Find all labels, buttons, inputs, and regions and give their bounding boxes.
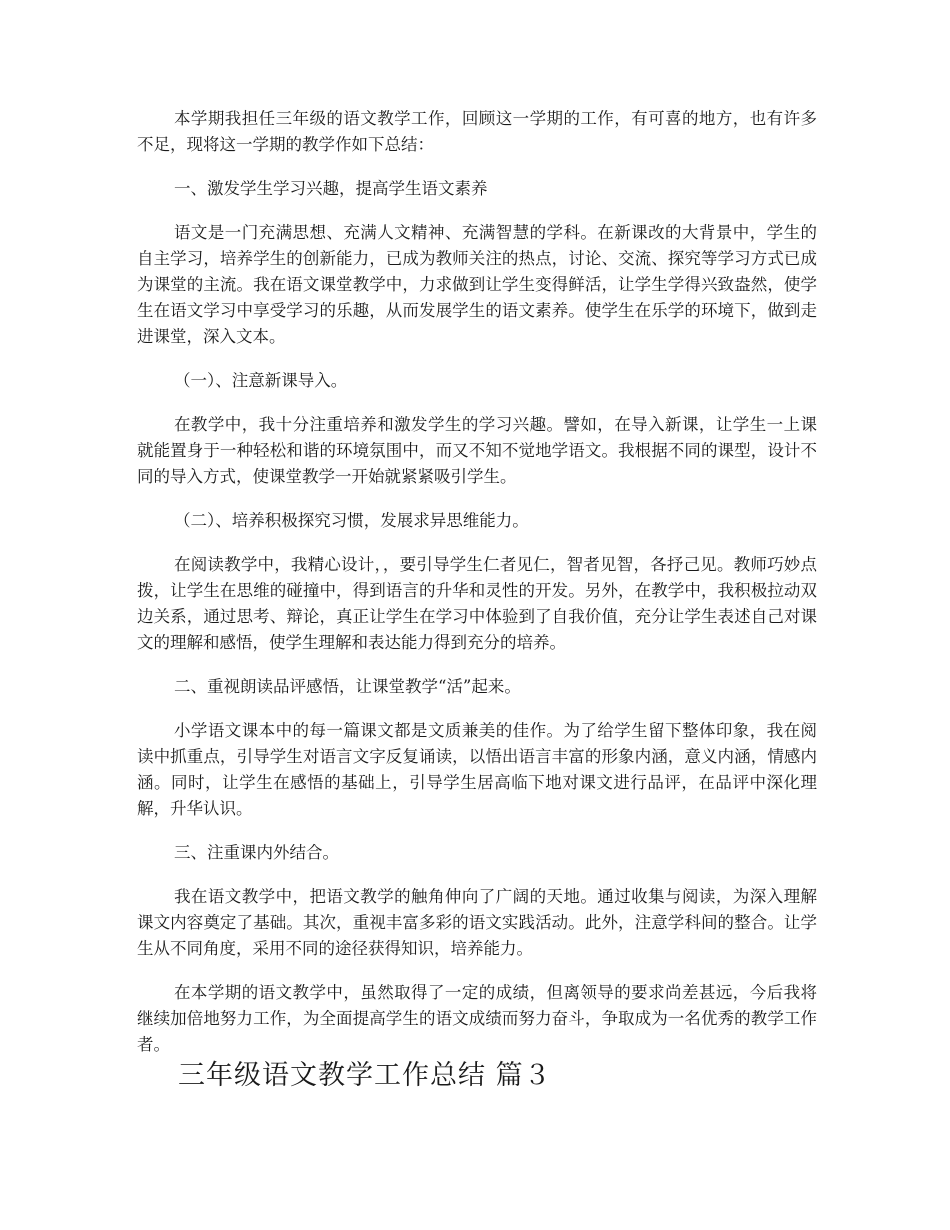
closing-paragraph: 在本学期的语文教学中，虽然取得了一定的成绩，但离领导的要求尚差甚远，今后我将继续加倍地努力工作，为全面提高学生的语文成绩而努力奋斗，争取成为一名优秀的教学工作者。 [137,983,817,1054]
section-3-paragraph: 我在语文教学中，把语文教学的触角伸向了广阔的天地。通过收集与阅读，为深入理解课文内容奠定了基础。其次，重视丰富多彩的语文实践活动。此外，注意学科间的整合。让学生从不同角度，采用不同的途径获得知识，培养能力。 [137,887,817,958]
section-1-paragraph: 语文是一门充满思想、充满人文精神、充满智慧的学科。在新课改的大背景中，学生的自主学习，培养学生的创新能力，已成为教师关注的热点，讨论、交流、探究等学习方式已成为课堂的主流。我在语文课堂教学中，力求做到让学生变得鲜活，让学生学得兴致盎然，使学生在语文学习中享受学习的乐趣，从而发展学生的语文素养。使学生在乐学的环境下，做到走进课堂，深入文本。 [137,223,817,346]
section-heading-1: 一、激发学生学习兴趣，提高学生语文素养 [174,179,488,198]
next-article-title: 三年级语文教学工作总结 篇３ [178,1060,552,1091]
subsection-heading-2: （二）、培养积极探究习惯，发展求异思维能力。 [174,511,529,530]
section-heading-2: 二、重视朗读品评感悟，让课堂教学“活”起来。 [174,677,521,696]
subsection-1-paragraph: 在教学中，我十分注重培养和激发学生的学习兴趣。譬如，在导入新课，让学生一上课就能置身于一种轻松和谐的环境氛围中，而又不知不觉地学语文。我根据不同的课型，设计不同的导入方式，使课堂教学一开始就紧紧吸引学生。 [137,415,817,486]
intro-paragraph: 本学期我担任三年级的语文教学工作，回顾这一学期的工作，有可喜的地方，也有许多不足，现将这一学期的教学作如下总结： [137,109,817,154]
document-body [137,106,817,1058]
subsection-heading-1: （一）、注意新课导入。 [174,371,348,390]
section-2-paragraph: 小学语文课本中的每一篇课文都是文质兼美的佳作。为了给学生留下整体印象，我在阅读中抓重点，引导学生对语言文字反复诵读，以悟出语言丰富的形象内涵，意义内涵，情感内涵。同时，让学生在感悟的基础上，引导学生居高临下地对课文进行品评，在品评中深化理解，升华认识。 [137,721,817,818]
subsection-2-paragraph: 在阅读教学中，我精心设计，，要引导学生仁者见仁，智者见智，各抒己见。教师巧妙点拨，让学生在思维的碰撞中，得到语言的升华和灵性的开发。另外，在教学中，我积极拉动双边关系，通过思考、辩论，真正让学生在学习中体验到了自我价值，充分让学生表述自己对课文的理解和感悟，使学生理解和表达能力得到充分的培养。 [137,555,817,652]
section-heading-3: 三、注重课内外结合。 [174,843,339,862]
